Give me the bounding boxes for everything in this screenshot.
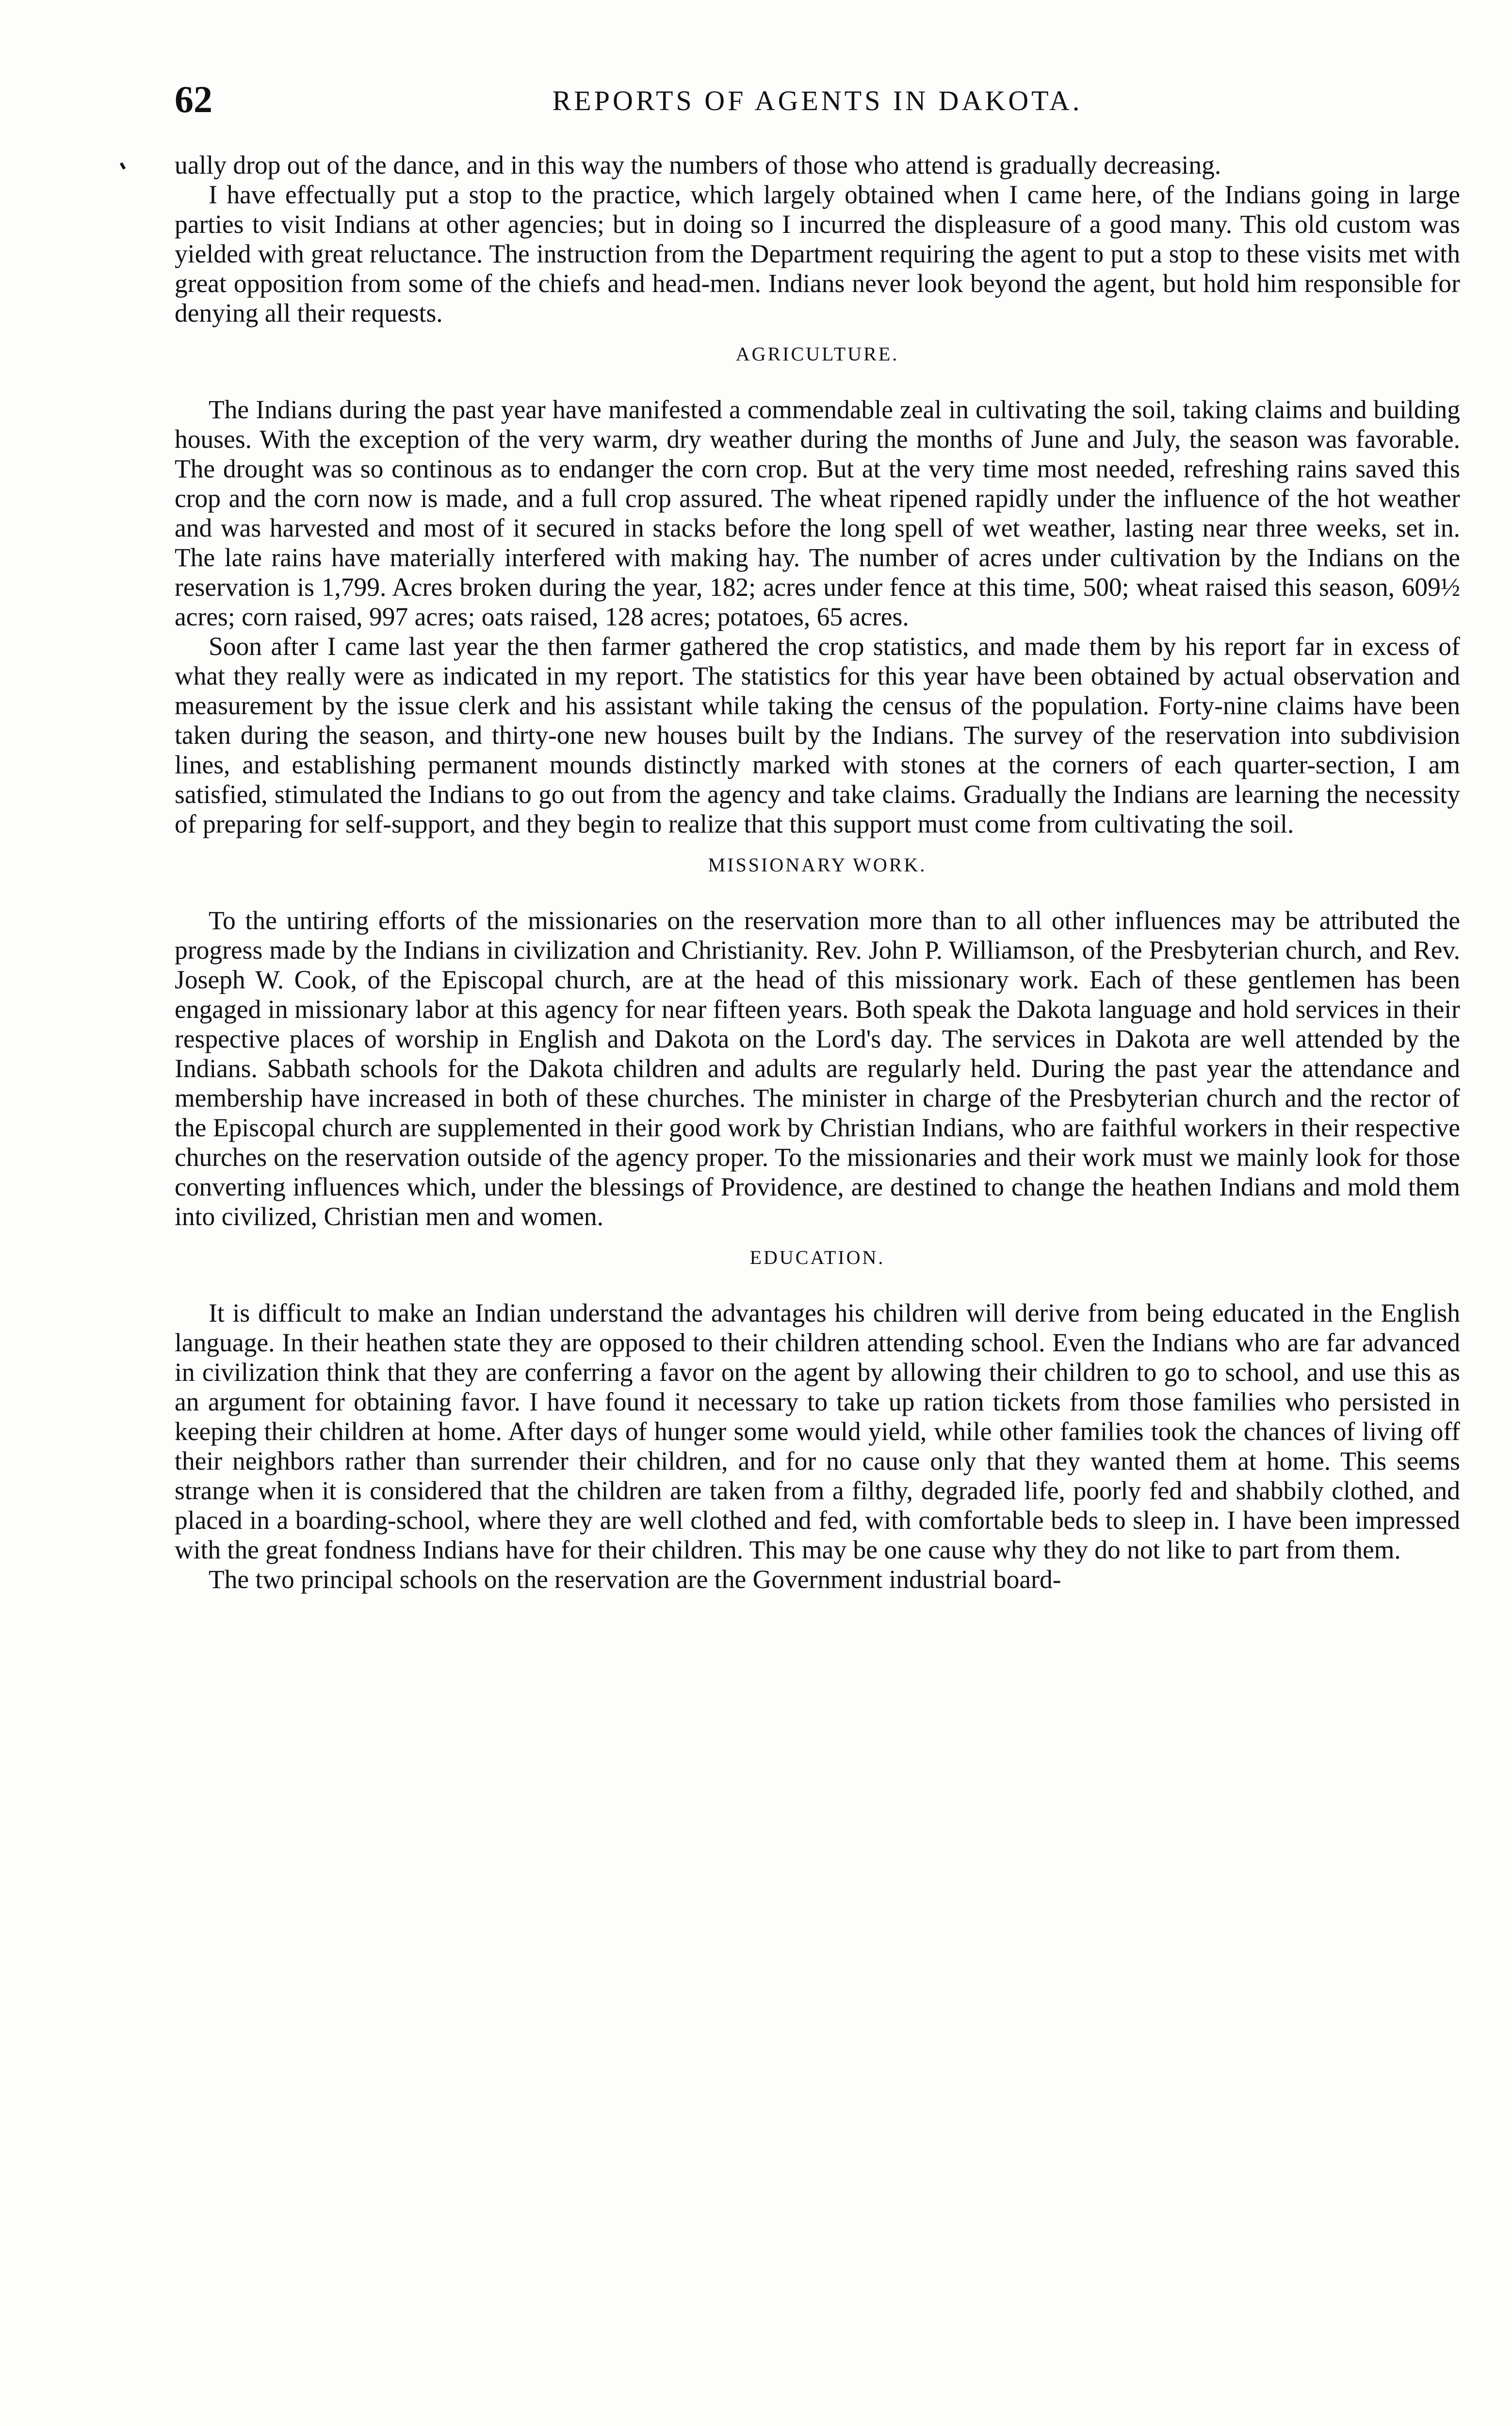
running-title: REPORTS OF AGENTS IN DAKOTA.: [552, 85, 1083, 116]
paragraph-education: It is difficult to make an Indian understand the advantages his children will derive from being educated in the English language. In their heathen state they are opposed to their children attending school. Even the Indians who are far advanced in civilization think that they are conferring a favor on the agent by allowing their children to go to school, and use this as an argument for obtaining favor. I have found it necessary to take up ration tickets from those families who persisted in keeping their children at home. After days of hunger some would yield, while other families took the chances of living off their neighbors rather than surrender their children, and for no cause only that they wanted them at home. This seems strange when it is considered that the children are taken from a filthy, degraded life, poorly fed and shabbily clothed, and placed in a boarding-school, where they are well clothed and fed, with comfortable beds to sleep in. I have been impressed with the great fondness Indians have for their children. This may be one cause why they do not like to part from them.: [175, 1298, 1460, 1564]
paragraph-visits: I have effectually put a stop to the practice, which largely obtained when I came here, of the Indians going in large parties to visit Indians at other agencies; but in doing so I incurred the displeasure of a good many. This old custom was yielded with great reluctance. The instruction from the Department requiring the agent to put a stop to these visits met with great opposition from some of the chiefs and head-men. Indians never look beyond the agent, but hold him responsible for denying all their requests.: [175, 180, 1460, 328]
report-body: [175, 150, 1460, 1594]
margin-mark: [120, 162, 126, 169]
section-heading-missionary-work: MISSIONARY WORK.: [708, 854, 927, 876]
paragraph-agriculture: The Indians during the past year have manifested a commendable zeal in cultivating the soil, taking claims and building houses. With the exception of the very warm, dry weather during the months of June and July, the season was favorable. The drought was so continous as to endanger the corn crop. But at the very time most needed, refreshing rains saved this crop and the corn now is made, and a full crop assured. The wheat ripened rapidly under the influence of the hot weather and was harvested and most of it secured in stacks before the long spell of wet weather, lasting near three weeks, set in. The late rains have materially interfered with making hay. The number of acres under cultivation by the Indians on the reservation is 1,799. Acres broken during the year, 182; acres under fence at this time, 500; wheat raised this season, 609½ acres; corn raised, 997 acres; oats raised, 128 acres; potatoes, 65 acres.: [175, 395, 1460, 631]
section-heading-education: EDUCATION.: [749, 1246, 885, 1268]
paragraph-crop-statistics: Soon after I came last year the then farmer gathered the crop statistics, and made them by his report far in excess of what they really were as indicated in my report. The statistics for this year have been obtained by actual observation and measurement by the issue clerk and his assistant while taking the census of the population. Forty-nine claims have been taken during the season, and thirty-one new houses built by the Indians. The survey of the reservation into subdivision lines, and establishing permanent mounds distinctly marked with stones at the corners of each quarter-section, I am satisfied, stimulated the Indians to go out from the agency and take claims. Gradually the Indians are learning the necessity of preparing for self-support, and they begin to realize that this support must come from cultivating the soil.: [175, 632, 1460, 838]
paragraph-missionary-work: To the untiring efforts of the missionaries on the reservation more than to all other influences may be attributed the progress made by the Indians in civilization and Christianity. Rev. John P. Williamson, of the Presbyterian church, and Rev. Joseph W. Cook, of the Episcopal church, are at the head of this missionary work. Each of these gentlemen has been engaged in missionary labor at this agency for near fifteen years. Both speak the Dakota language and hold services in their respective places of worship in English and Dakota on the Lord's day. The services in Dakota are well attended by the Indians. Sabbath schools for the Dakota children and adults are regularly held. During the past year the attendance and membership have increased in both of these churches. The minister in charge of the Presbyterian church and the rector of the Episcopal church are supplemented in their good work by Christian Indians, who are faithful workers in their respective churches on the reservation outside of the agency proper. To the missionaries and their work must we mainly look for those converting influences which, under the blessings of Providence, are destined to change the heathen Indians and mold them into civilized, Christian men and women.: [175, 906, 1460, 1231]
paragraph-continuation: ually drop out of the dance, and in this way the numbers of those who attend is gradually decreasing.: [175, 150, 1221, 180]
section-heading-agriculture: AGRICULTURE.: [735, 343, 899, 365]
page-number: 62: [175, 78, 212, 120]
running-head: [175, 73, 1460, 126]
paragraph-schools: The two principal schools on the reservation are the Government industrial board-: [209, 1565, 1061, 1594]
